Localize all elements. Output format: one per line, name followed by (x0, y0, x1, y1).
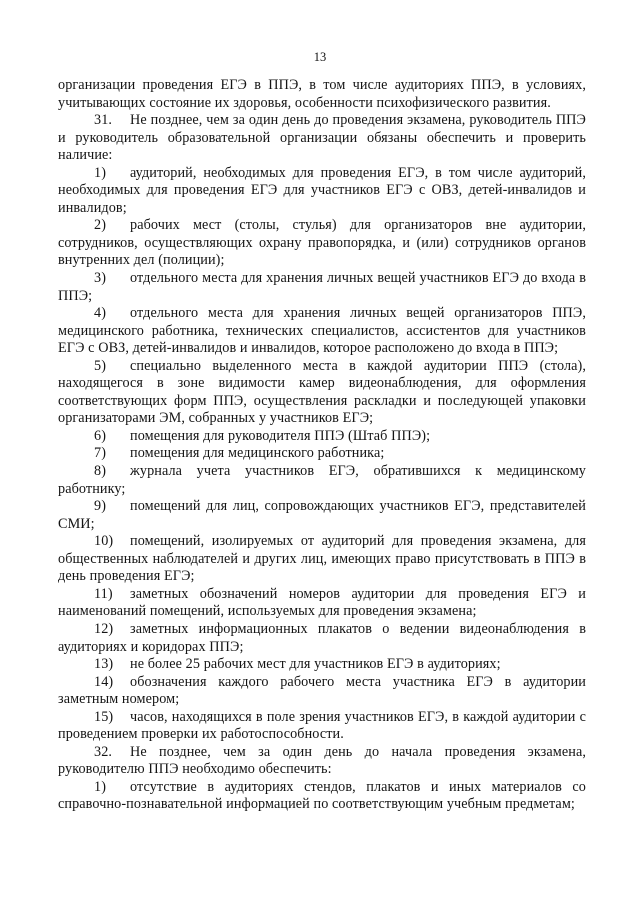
item-number: 15) (94, 708, 114, 725)
list-item (58, 709, 586, 744)
item-number: 2) (94, 217, 107, 234)
list-item (58, 586, 586, 621)
list-item (58, 165, 586, 218)
clause-31 (58, 112, 586, 165)
item-number: 13) (94, 656, 114, 673)
page-number: 13 (313, 50, 327, 64)
item-text: помещений, изолируемых от аудиторий для проведения экзамена, для общественных наблюдателей и других лиц, имеющих право присутствовать в ППЭ в день проведения ЕГЭ; (58, 533, 586, 585)
clause-32 (58, 744, 586, 779)
list-item (58, 533, 586, 586)
list-item (58, 428, 586, 446)
list-item (58, 779, 586, 814)
item-text: помещения для руководителя ППЭ (Штаб ППЭ); (130, 427, 431, 444)
item-number: 10) (94, 533, 114, 550)
item-number: 14) (94, 673, 114, 690)
item-text: отдельного места для хранения личных вещей участников ЕГЭ до входа в ППЭ; (58, 270, 586, 304)
item-number: 1) (94, 778, 107, 795)
list-item (58, 621, 586, 656)
item-text: заметных обозначений номеров аудитории для проведения ЕГЭ и наименований помещений, используемых для проведения экзамена; (58, 585, 586, 620)
clause-text: Не позднее, чем за один день до начала проведения экзамена, руководителю ППЭ необходимо обеспечить: (58, 743, 586, 778)
list-item (58, 217, 586, 270)
list-item (58, 270, 586, 305)
intro-paragraph: организации проведения ЕГЭ в ППЭ, в том числе аудиториях ППЭ, в условиях, учитывающих состояние их здоровья, особенности психофизического развития. (58, 77, 586, 111)
list-item (58, 305, 586, 358)
item-text: заметных информационных плакатов о ведении видеонаблюдения в аудиториях и коридорах ППЭ; (58, 620, 586, 655)
list-item (58, 656, 586, 674)
item-number: 8) (94, 463, 107, 480)
item-number: 9) (94, 498, 107, 515)
clause-number: 32. (94, 743, 113, 760)
item-text: специально выделенного места в каждой аудитории ППЭ (стола), находящегося в зоне видимости камер видеонаблюдения, для оформления соответствующих форм ППЭ, осуществления раскладки и последующей упаковки организаторами ЭМ, собранных у участников ЕГЭ; (58, 357, 586, 427)
item-number: 6) (94, 427, 107, 444)
item-text: помещений для лиц, сопровождающих участников ЕГЭ, представителей СМИ; (58, 498, 586, 532)
list-item (58, 498, 586, 533)
list-item (58, 463, 586, 498)
item-number: 3) (94, 270, 107, 287)
list-item (58, 674, 586, 709)
item-number: 4) (94, 305, 107, 322)
item-text: помещения для медицинского работника; (130, 445, 385, 462)
item-number: 1) (94, 164, 107, 181)
clause-text: Не позднее, чем за один день до проведения экзамена, руководитель ППЭ и руководитель образовательной организации обязаны обеспечить и проверить наличие: (58, 112, 586, 164)
item-number: 11) (94, 585, 113, 602)
item-text: не более 25 рабочих мест для участников ЕГЭ в аудиториях; (130, 656, 501, 673)
clause-number: 31. (94, 112, 113, 129)
list-item (58, 358, 586, 428)
item-text: отдельного места для хранения личных вещей организаторов ППЭ, медицинского работника, технических специалистов, ассистентов для участников ЕГЭ с ОВЗ, детей-инвалидов и инвалидов, которое расположено до входа в ППЭ; (58, 305, 586, 357)
item-number: 5) (94, 357, 107, 374)
item-text: аудиторий, необходимых для проведения ЕГЭ, в том числе аудиторий, необходимых для проведения ЕГЭ для участников ЕГЭ с ОВЗ, детей-инвалидов и инвалидов; (58, 164, 586, 216)
item-number: 12) (94, 620, 114, 637)
list-item (58, 445, 586, 463)
item-number: 7) (94, 445, 107, 462)
item-text: отсутствие в аудиториях стендов, плакатов и иных материалов со справочно-познавательной информацией по соответствующим учебным предметам; (58, 778, 586, 813)
item-text: часов, находящихся в поле зрения участников ЕГЭ, в каждой аудитории с проведением проверки их работоспособности. (58, 708, 586, 743)
item-text: обозначения каждого рабочего места участника ЕГЭ в аудитории заметным номером; (58, 673, 586, 708)
item-text: рабочих мест (столы, стулья) для организаторов вне аудитории, сотрудников, осуществляющих охрану правопорядка, и (или) сотрудников органов внутренних дел (полиции); (58, 217, 586, 269)
item-text: журнала учета участников ЕГЭ, обратившихся к медицинскому работнику; (58, 463, 586, 497)
document-body (58, 77, 586, 814)
